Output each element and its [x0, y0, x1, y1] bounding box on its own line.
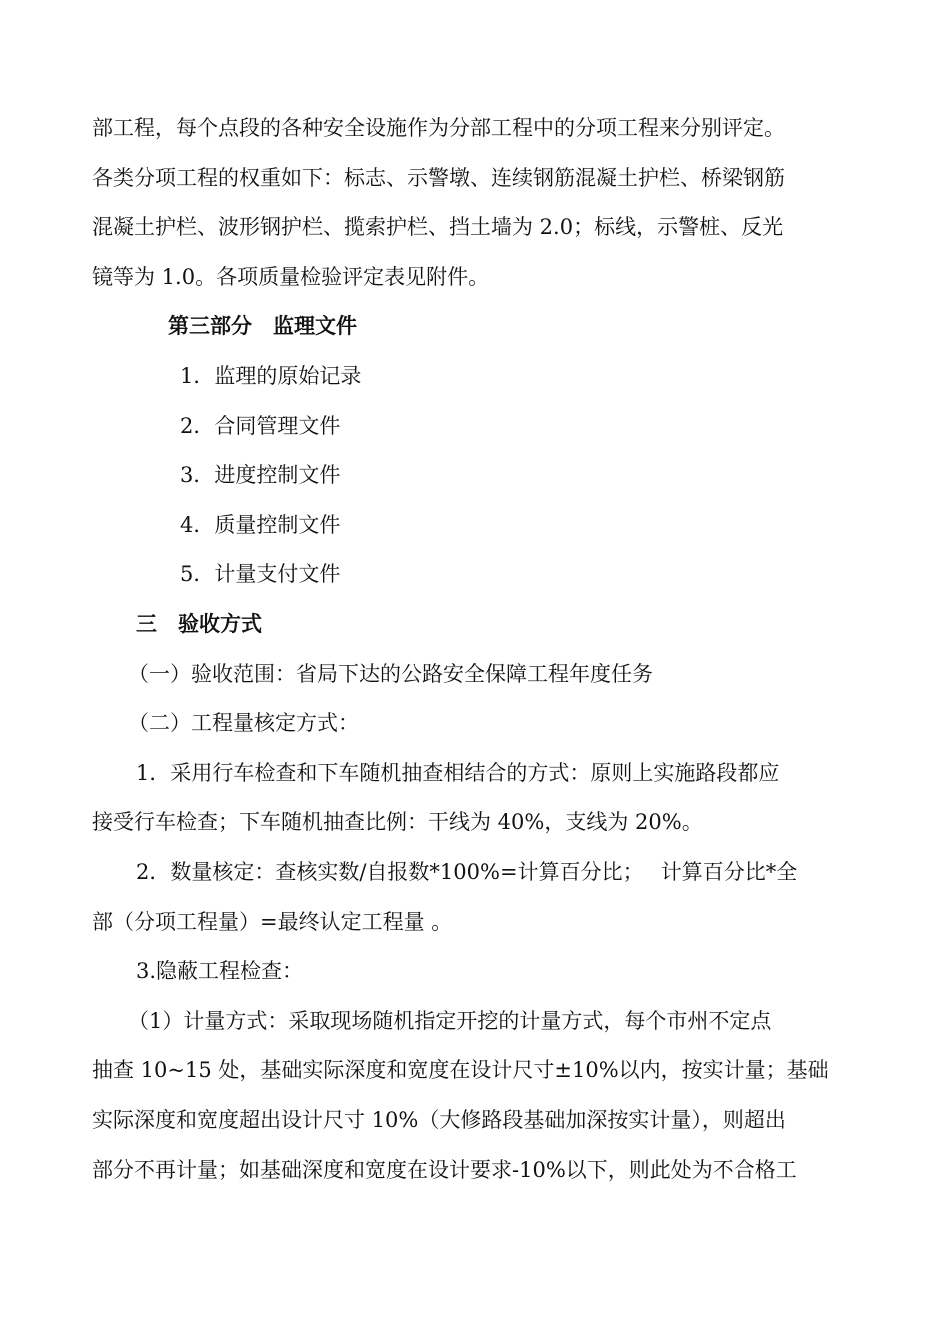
paragraph-line: 各类分项工程的权重如下：标志、示警墩、连续钢筋混凝土护栏、桥梁钢筋 [92, 166, 785, 190]
paragraph-line: 实际深度和宽度超出设计尺寸 10%（大修路段基础加深按实计量），则超出 [92, 1108, 786, 1132]
section-heading: 第三部分 监理文件 [168, 313, 357, 338]
paragraph-line: 部（分项工程量）=最终认定工程量 。 [92, 910, 453, 934]
list-item: 5．计量支付文件 [180, 562, 341, 586]
paragraph-line: 接受行车检查；下车随机抽查比例：干线为 40%，支线为 20%。 [92, 810, 703, 834]
list-item: 3．进度控制文件 [180, 463, 341, 487]
list-item: 2．合同管理文件 [180, 414, 341, 438]
paragraph-line: （二）工程量核定方式： [128, 711, 359, 735]
paragraph-line: 混凝土护栏、波形钢护栏、揽索护栏、挡土墙为 2.0；标线，示警桩、反光 [92, 215, 784, 239]
list-item: 4．质量控制文件 [180, 513, 341, 537]
paragraph-line: 3.隐蔽工程检查： [136, 959, 304, 983]
paragraph-line: 镜等为 1.0。各项质量检验评定表见附件。 [92, 265, 490, 289]
paragraph-line: （一）验收范围：省局下达的公路安全保障工程年度任务 [128, 662, 653, 686]
paragraph-line: 部分不再计量；如基础深度和宽度在设计要求-10%以下，则此处为不合格工 [92, 1158, 797, 1182]
paragraph-line: 2．数量核定：查核实数/自报数*100%=计算百分比； 计算百分比*全 [136, 860, 798, 884]
paragraph-line: 1．采用行车检查和下车随机抽查相结合的方式：原则上实施路段都应 [136, 761, 780, 785]
paragraph-line: （1）计量方式：采取现场随机指定开挖的计量方式，每个市州不定点 [128, 1009, 772, 1033]
paragraph-line: 部工程，每个点段的各种安全设施作为分部工程中的分项工程来分别评定。 [92, 116, 785, 140]
paragraph-line: 抽查 10~15 处，基础实际深度和宽度在设计尺寸±10%以内，按实计量；基础 [92, 1058, 829, 1082]
list-item: 1．监理的原始记录 [180, 364, 362, 388]
section-heading: 三 验收方式 [136, 611, 262, 636]
